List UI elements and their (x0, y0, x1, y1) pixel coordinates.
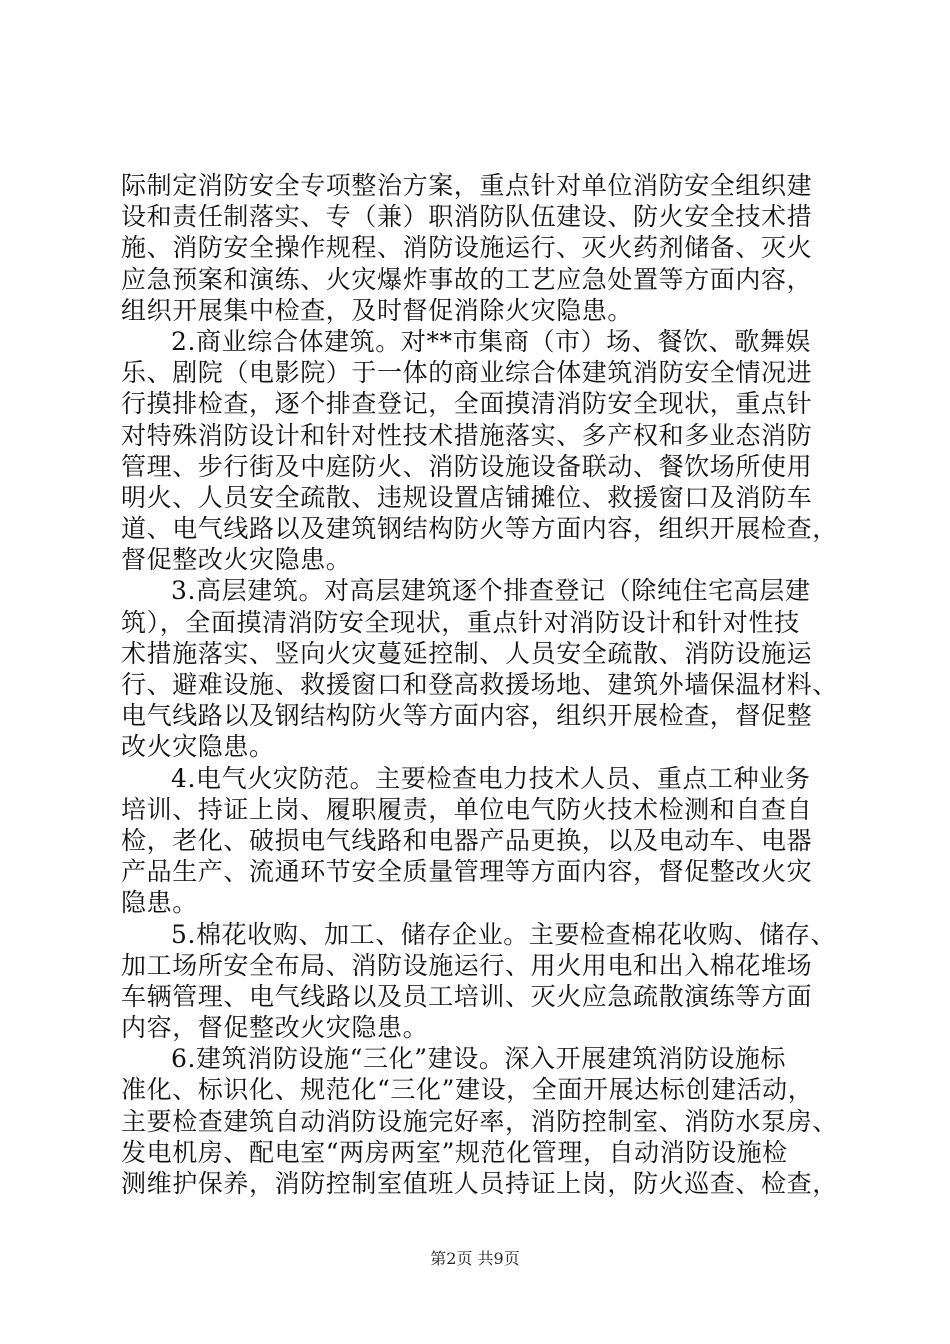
text-line: 改火灾隐患。 (121, 732, 275, 762)
paragraph-first-line: 3.高层建筑。对高层建筑逐个排查登记（除纯住宅高层建 (171, 576, 811, 606)
text-line: 车辆管理、电气线路以及员工培训、灭火应急疏散演练等方面 (121, 981, 813, 1011)
text-line: 设和责任制落实、专（兼）职消防队伍建设、防火安全技术措 (121, 202, 813, 232)
document-body (121, 170, 841, 1199)
text-line: 对特殊消防设计和针对性技术措施落实、多产权和多业态消防 (121, 420, 813, 450)
text-line: 行摸排检查，逐个排查登记，全面摸清消防安全现状，重点针 (121, 389, 813, 419)
text-line: 培训、持证上岗、履职履责，单位电气防火技术检测和自查自 (121, 794, 813, 824)
text-line: 加工场所安全布局、消防设施运行、用火用电和出入棉花堆场 (121, 950, 813, 980)
text-line: 测维护保养，消防控制室值班人员持证上岗，防火巡查、检查， (121, 1169, 838, 1198)
page-footer: 第2页 共9页 (430, 1249, 520, 1268)
text-line: 应急预案和演练、火灾爆炸事故的工艺应急处置等方面内容， (121, 264, 813, 294)
text-line: 检，老化、破损电气线路和电器产品更换，以及电动车、电器 (121, 825, 813, 855)
text-line: 发电机房、配电室“两房两室”规范化管理，自动消防设施检 (121, 1137, 788, 1167)
text-line: 组织开展集中检查，及时督促消除火灾隐患。 (121, 295, 634, 325)
text-line: 产品生产、流通环节安全质量管理等方面内容，督促整改火灾 (121, 857, 813, 887)
text-line: 乐、剧院（电影院）于一体的商业综合体建筑消防安全情况进 (121, 358, 813, 388)
text-line: 准化、标识化、规范化“三化”建设，全面开展达标创建活动， (121, 1075, 814, 1105)
text-line: 际制定消防安全专项整治方案，重点针对单位消防安全组织建 (121, 171, 813, 200)
text-line: 明火、人员安全疏散、违规设置店铺摊位、救援窗口及消防车 (121, 482, 813, 512)
paragraph-first-line: 5.棉花收购、加工、储存企业。主要检查棉花收购、储存、 (171, 919, 837, 949)
text-line: 筑），全面摸清消防安全现状，重点针对消防设计和针对性技 (121, 607, 800, 637)
text-line: 督促整改火灾隐患。 (121, 545, 352, 575)
text-line: 术措施落实、竖向火灾蔓延控制、人员安全疏散、消防设施运 (121, 638, 813, 668)
paragraph-first-line: 6.建筑消防设施“三化”建设。深入开展建筑消防设施标 (171, 1044, 787, 1074)
paragraph-first-line: 4.电气火灾防范。主要检查电力技术人员、重点工种业务 (171, 763, 811, 793)
paragraph-first-line: 2.商业综合体建筑。对**市集商（市）场、餐饮、歌舞娱 (171, 326, 812, 356)
text-line: 道、电气线路以及建筑钢结构防火等方面内容，组织开展检查， (121, 514, 838, 544)
text-line: 管理、步行街及中庭防火、消防设施设备联动、餐饮场所使用 (121, 451, 813, 481)
text-line: 电气线路以及钢结构防火等方面内容，组织开展检查，督促整 (121, 701, 813, 731)
text-line: 行、避难设施、救援窗口和登高救援场地、建筑外墙保温材料、 (121, 670, 838, 699)
text-line: 主要检查建筑自动消防设施完好率，消防控制室、消防水泵房、 (121, 1106, 838, 1136)
text-line: 隐患。 (121, 888, 198, 918)
text-line: 施、消防安全操作规程、消防设施运行、灭火药剂储备、灭火 (121, 233, 813, 263)
text-line: 内容，督促整改火灾隐患。 (121, 1013, 429, 1043)
